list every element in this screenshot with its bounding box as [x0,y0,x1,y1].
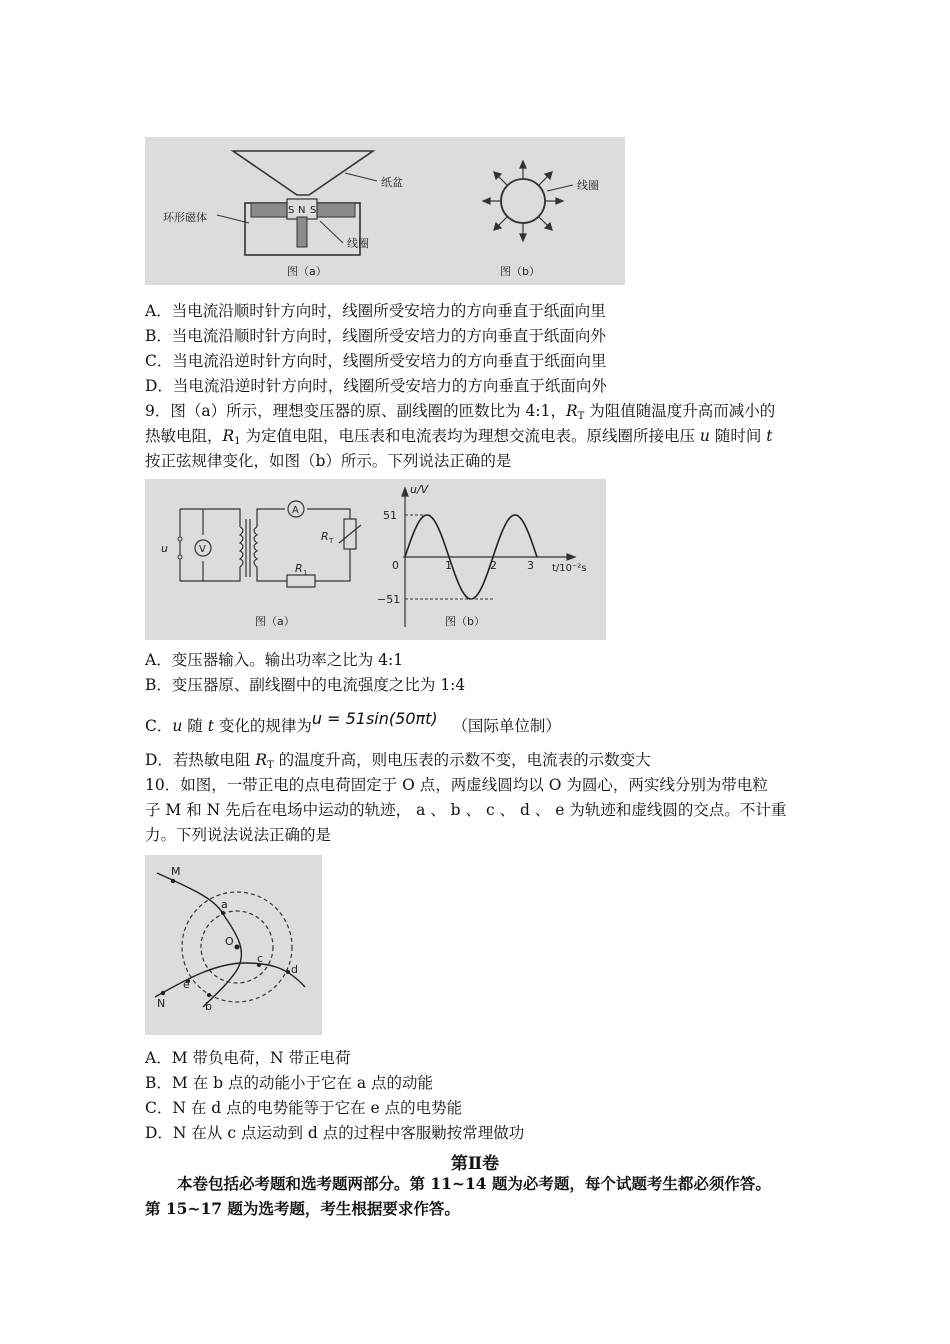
label-coil-a: 线圈 [347,237,369,250]
label-c: c [257,952,264,965]
q10-option-b: B．M 在 b 点的动能小于它在 a 点的动能 [145,1074,434,1092]
q9-stem-line-2: 热敏电阻，$R_1$ 为定值电阻，电压表和电流表均为理想交流电表。原线圈所接电压 u 随时间 t [145,427,773,447]
voltmeter-label: V [199,544,206,555]
label-a: a [221,898,228,911]
coil-circle [501,179,545,223]
caption-a: 图（a） [287,265,327,278]
q9-stem-line-1: 9．图（a）所示，理想变压器的原、副线圈的匝数比为 4:1，$R_T$ 为阻值随温度升高而减小的 [145,402,776,422]
part2-intro-line-1: 本卷包括必考题和选考题两部分。第 11~14 题为必考题，每个试题考生都必须作答。 [177,1174,771,1193]
q10-option-d: D．N 在从 c 点运动到 d 点的过程中客服勦按常理做功 [145,1124,525,1142]
label-o: O [225,935,234,948]
q10-option-a: A．M 带负电荷，N 带正电荷 [145,1049,351,1067]
label-e: e [183,978,190,991]
q8-option-b: B．当电流沿顺时针方向时，线圈所受安培力的方向垂直于纸面向外 [145,327,606,345]
figure-q10 [145,855,322,1035]
transformer-diagram [145,479,606,640]
y-axis-label: u/V [410,483,429,496]
pole-s-left: S [288,205,295,216]
formula: u = 51sin(50πt) [311,709,438,728]
tick-x-1: 1 [445,559,452,572]
tick-y-bottom: −51 [377,593,401,606]
q10-stem-line-1: 10．如图，一带正电的点电荷固定于 O 点，两虚线圆均以 O 为圆心，两实线分别为带电粒 [145,776,768,794]
label-m: M [171,865,181,878]
q10-stem-line-3: 力。下列说法说法正确的是 [145,826,332,844]
q9-option-b: B．变压器原、副线圈中的电流强度之比为 1:4 [145,676,466,694]
rt-label: R [321,530,329,543]
label-n: N [157,997,166,1010]
label-coil-b: 线圈 [577,179,599,192]
r1-label: R [295,562,303,575]
label-b: b [205,1000,212,1013]
caption-b: 图（b） [445,615,485,628]
speaker-diagram [145,137,625,285]
tick-x-2: 2 [490,559,497,572]
part2-intro-line-2: 第 15~17 题为选考题，考生根据要求作答。 [145,1199,460,1218]
label-ring-magnet: 环形磁体 [163,211,207,224]
q9-stem-line-3: 按正弦规律变化，如图（b）所示。下列说法正确的是 [145,452,512,470]
pole-n: N [298,205,306,216]
q9-option-c: C．u 随 t 变化的规律为u = 51sin(50πt) （国际单位制） [145,709,561,735]
svg-text:1: 1 [303,569,308,577]
pole-s-right: S [310,205,317,216]
tick-x-3: 3 [527,559,534,572]
origin-label: 0 [392,559,399,572]
q10-option-c: C．N 在 d 点的电势能等于它在 e 点的电势能 [145,1099,463,1117]
trajectory-diagram [145,855,322,1035]
label-paper-cone: 纸盆 [381,176,403,189]
q8-option-d: D．当电流沿逆时针方向时，线圈所受安培力的方向垂直于纸面向外 [145,377,607,395]
q9-option-a: A．变压器输入。输出功率之比为 4:1 [145,651,404,669]
q10-stem-line-2: 子 M 和 N 先后在电场中运动的轨迹， a 、 b 、 c 、 d 、 e 为轨迹和虚线圆的交点。不计重 [145,801,787,819]
caption-a: 图（a） [255,615,295,628]
q8-option-a: A．当电流沿顺时针方向时，线圈所受安培力的方向垂直于纸面向里 [145,302,606,320]
source-u-label: u [161,542,168,555]
part2-title: 第Ⅱ卷 [450,1154,500,1174]
x-axis-label: t/10⁻²s [552,563,587,574]
ammeter-label: A [292,505,299,516]
point-o [235,945,240,950]
svg-text:T: T [329,537,334,545]
label-d: d [291,963,298,976]
caption-b: 图（b） [500,265,540,278]
figure-q8 [145,137,625,285]
tick-y-top: 51 [383,509,397,522]
figure-q9 [145,479,606,640]
q8-option-c: C．当电流沿逆时针方向时，线圈所受安培力的方向垂直于纸面向里 [145,352,607,370]
paper-cone-shape [233,151,373,195]
q9-option-d: D．若热敏电阻 $R_T$ 的温度升高，则电压表的示数不变，电流表的示数变大 [145,751,651,771]
radial-arrows [483,161,563,241]
